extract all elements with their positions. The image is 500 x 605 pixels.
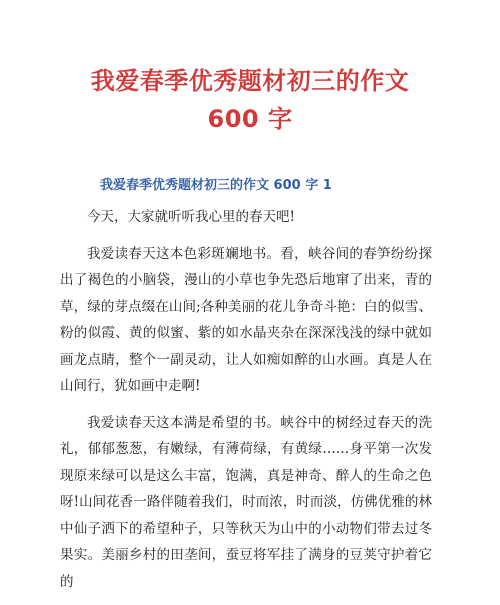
- document-body: [60, 204, 432, 605]
- paragraph: 我爱读春天这本满是希望的书。峡谷中的树经过春天的洗礼，郁郁葱葱，有嫩绿，有薄荷绿，有黄绿……身平第一次发现原来绿可以是这么丰富，饱满，真是神奇、醉人的生命之色呀!山间花香一路伴随着我们，时而浓，时而淡，仿佛优雅的林中仙子洒下的希望种子，只等秋天为山中的小动物们带去过冬果实。美丽乡村的田垄间，蚕豆将军挂了满身的豆荚守护着它的: [60, 414, 432, 590]
- paragraph: 今天，大家就听听我心里的春天吧!: [87, 209, 295, 225]
- paragraph: 我爱读春天这本色彩斑斓地书。看，峡谷间的春笋纷纷探出了褐色的小脑袋，漫山的小草也争先恐后地窜了出来，青的草，绿的芽点缀在山间;各种美丽的花儿争奇斗艳：白的似雪、粉的似霞、黄的似蜜、紫的如水晶夹杂在深深浅浅的绿中就如画龙点睛，整个一副灵动，让人如痴如醉的山水画。真是人在山间行，犹如画中走啊!: [60, 245, 432, 394]
- section-heading: 我爱春季优秀题材初三的作文 600 字 1: [100, 178, 332, 193]
- document-title: 我爱春季优秀题材初三的作文 600 字: [90, 67, 410, 133]
